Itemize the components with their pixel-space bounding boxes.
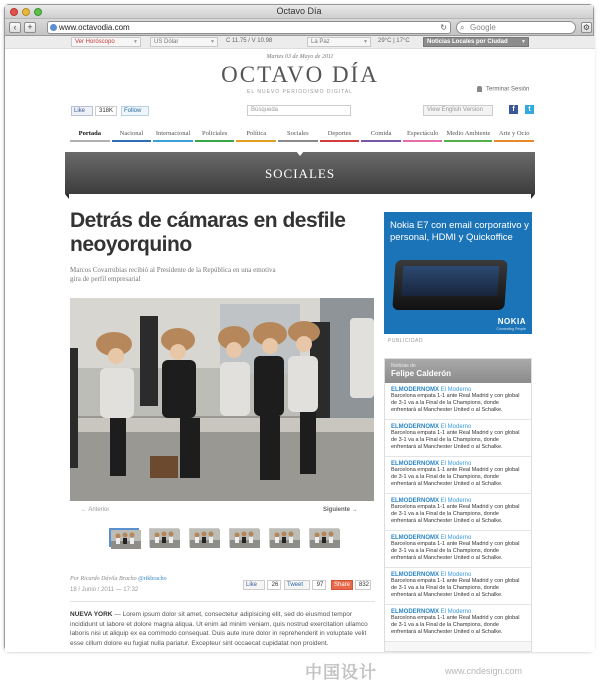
article-lead: NUEVA YORK — [70, 611, 113, 618]
news-source-handle[interactable]: ELMODERNOMX — [391, 609, 439, 615]
watermark-url: www.cndesign.com — [445, 666, 523, 676]
facebook-icon[interactable]: f — [509, 105, 518, 114]
news-publication: El Moderno — [440, 387, 472, 393]
gallery-thumbnails — [109, 528, 339, 548]
banner-fold-left — [65, 194, 69, 199]
gallery-thumbnail[interactable] — [229, 528, 259, 547]
reload-icon[interactable]: ↻ — [440, 23, 447, 32]
title-bar — [5, 5, 593, 19]
banner-fold-right — [531, 194, 535, 199]
ad-brand-tag: Connecting People — [496, 327, 526, 331]
logout-label: Terminar Sesión — [486, 86, 530, 93]
article-body — [70, 610, 370, 648]
news-item[interactable] — [385, 383, 531, 420]
news-box-title: Felipe Calderón — [391, 369, 452, 378]
site-search-input[interactable]: Búsqueda — [247, 105, 351, 116]
news-source-handle[interactable]: ELMODERNOMX — [391, 572, 439, 578]
currency-select[interactable] — [150, 37, 218, 47]
masthead-date: Martes 03 de Mayo de 2011 — [266, 54, 334, 60]
nav-item[interactable]: Sociales — [278, 130, 318, 142]
browser-search-placeholder: Google — [470, 23, 496, 32]
news-item[interactable] — [385, 568, 531, 605]
section-title: SOCIALES — [264, 166, 336, 181]
byline-author: Por Ricardo Dávila Bracho — [70, 576, 137, 582]
news-text: Barcelona empata 1-1 ante Real Madrid y con global de 3-1 va a la Final de la Champions, donde enfrentará al Manchester United o al Schalke. — [391, 615, 520, 635]
share-tweet-button[interactable] — [284, 580, 310, 590]
news-item[interactable] — [385, 457, 531, 494]
city-select[interactable] — [307, 37, 371, 47]
divider — [70, 601, 375, 602]
window-title: Octavo Día — [276, 6, 322, 16]
add-bookmark-icon[interactable]: + — [24, 22, 36, 33]
chevron-down-icon: ▼ — [210, 39, 215, 45]
news-text: Barcelona empata 1-1 ante Real Madrid y con global de 3-1 va a la Final de la Champions, donde enfrentará al Manchester United o al Schalke. — [391, 430, 520, 450]
facebook-like-count: 318K — [95, 106, 117, 116]
gallery-main-photo[interactable] — [70, 298, 374, 501]
article-headline: Detrás de cámaras en desfile neoyorquino — [70, 209, 346, 256]
local-news-select-label: Noticias Locales por Ciudad — [427, 39, 508, 45]
related-news-box — [384, 358, 532, 652]
gallery-thumbnail[interactable] — [309, 528, 339, 547]
news-publication: El Moderno — [440, 572, 472, 578]
browser-search-field[interactable] — [456, 21, 576, 34]
weather-readout: 29°C | 17°C — [378, 38, 410, 44]
news-text: Barcelona empata 1-1 ante Real Madrid y con global de 3-1 va a la Final de la Champions, donde enfrentará al Manchester United o al Schalke. — [391, 541, 520, 561]
share-like-button[interactable] — [243, 580, 265, 590]
section-nav — [69, 130, 535, 142]
banner-notch — [296, 151, 304, 156]
exchange-rates: C 11.75 / V 10.98 — [226, 38, 273, 44]
news-box-header — [385, 359, 531, 383]
news-publication: El Moderno — [440, 461, 472, 467]
address-text: www.octavodia.com — [59, 23, 130, 32]
chevron-down-icon: ▼ — [521, 39, 526, 45]
browser-window — [4, 4, 594, 682]
nav-item[interactable]: Política — [236, 130, 276, 142]
nav-item[interactable]: Portada — [70, 130, 110, 142]
article-body-text: — Lorem ipsum dolor sit amet, consectetur adipisicing elit, sed do eiusmod tempor incididunt ut labore et dolore magna aliqua. Ut enim ad minim veniam, quis nostrud exercitation ullamco laboris nisi ut aliquip ex ea commodo consequat. Duis aute irure dolor in reprehenderit in voluptate velit esse cillum dolore eu fugiat nulla pariatur. Excepteur sint occaecat cupidatat non proident. — [70, 611, 368, 647]
search-icon: ⌕ — [460, 23, 465, 32]
news-source-handle[interactable]: ELMODERNOMX — [391, 424, 439, 430]
arrow-right-icon: → — [351, 507, 358, 513]
address-bar[interactable] — [47, 21, 451, 34]
nav-item[interactable]: Policiales — [195, 130, 235, 142]
logout-link[interactable] — [477, 86, 529, 93]
gallery-next-label: Siguiente — [323, 507, 351, 513]
ad-brand: NOKIA — [497, 317, 526, 326]
photo-illustration — [70, 298, 374, 501]
nav-item[interactable]: Internacional — [153, 130, 193, 142]
news-item[interactable] — [385, 494, 531, 531]
twitter-follow-label: Follow — [124, 108, 142, 114]
nokia-ad[interactable] — [384, 212, 532, 334]
news-item[interactable] — [385, 531, 531, 568]
nav-item[interactable]: Nacional — [112, 130, 152, 142]
news-item[interactable] — [385, 605, 531, 642]
news-source-handle[interactable]: ELMODERNOMX — [391, 498, 439, 504]
horoscope-select[interactable] — [71, 37, 141, 47]
share-like-label: Like — [246, 582, 258, 588]
news-publication: El Moderno — [440, 498, 472, 504]
news-source-handle[interactable]: ELMODERNOMX — [391, 461, 439, 467]
gallery-prev-label: Anterior — [88, 507, 110, 513]
arrow-left-icon: ← — [81, 507, 87, 513]
chevron-down-icon: ▼ — [133, 39, 138, 45]
currency-select-label: US Dólar — [154, 39, 179, 45]
horoscope-select-label: Ver Horóscopo — [75, 39, 115, 45]
browser-toolbar — [5, 19, 593, 36]
news-text: Barcelona empata 1-1 ante Real Madrid y con global de 3-1 va a la Final de la Champions, donde enfrentará al Manchester United o al Schalke. — [391, 467, 520, 487]
share-count: 832 — [355, 580, 371, 590]
phone-image — [392, 260, 507, 310]
news-text: Barcelona empata 1-1 ante Real Madrid y con global de 3-1 va a la Final de la Champions, donde enfrentará al Manchester United o al Schalke. — [391, 504, 520, 524]
byline-twitter-link[interactable]: @rikbracho — [138, 576, 167, 582]
gallery-thumbnail[interactable] — [109, 528, 139, 547]
nav-item[interactable]: Espectáculo — [403, 130, 443, 142]
news-publication: El Moderno — [440, 609, 472, 615]
news-box-kicker: Noticias de — [391, 363, 416, 369]
english-version-button[interactable]: View English Version — [423, 105, 493, 116]
news-item[interactable] — [385, 420, 531, 457]
web-page — [5, 36, 595, 682]
utility-bar — [5, 36, 595, 49]
news-list — [385, 383, 531, 642]
share-button[interactable] — [331, 580, 353, 590]
gallery-prev-button[interactable] — [81, 507, 109, 513]
user-icon — [477, 86, 482, 92]
facebook-like-button[interactable] — [71, 106, 93, 116]
news-publication: El Moderno — [440, 535, 472, 541]
watermark: 中国设计 — [305, 663, 377, 682]
article-byline — [70, 576, 167, 582]
twitter-follow-button[interactable] — [121, 106, 149, 116]
share-like-count: 26 — [267, 580, 281, 590]
share-tweet-count: 97 — [312, 580, 326, 590]
article-date: 18 / Junio / 2011 — 17:32 — [70, 587, 139, 593]
news-source-handle[interactable]: ELMODERNOMX — [391, 535, 439, 541]
gallery-next-button[interactable] — [323, 507, 358, 513]
news-publication: El Moderno — [440, 424, 472, 430]
gallery-thumbnail[interactable] — [149, 528, 179, 547]
nav-item[interactable]: Medio Ambiente — [444, 130, 492, 142]
nav-item[interactable]: Arte y Ocio — [494, 130, 534, 142]
facebook-like-label: Like — [74, 108, 86, 114]
chevron-down-icon: ▼ — [363, 39, 368, 45]
news-source-handle[interactable]: ELMODERNOMX — [391, 387, 439, 393]
share-tweet-label: Tweet — [287, 582, 304, 588]
gallery-thumbnail[interactable] — [189, 528, 219, 547]
city-select-label: La Paz — [311, 39, 330, 45]
share-label: Share — [334, 582, 351, 588]
site-tagline: EL NUEVO PERIODISMO DIGITAL — [247, 89, 353, 95]
news-text: Barcelona empata 1-1 ante Real Madrid y con global de 3-1 va a la Final de la Champions, donde enfrentará al Manchester United o al Schalke. — [391, 393, 520, 413]
news-text: Barcelona empata 1-1 ante Real Madrid y con global de 3-1 va a la Final de la Champions, donde enfrentará al Manchester United o al Schalke. — [391, 578, 520, 598]
ad-label: PUBLICIDAD — [388, 338, 424, 344]
twitter-icon[interactable]: t — [525, 105, 534, 114]
ad-text: Nokia E7 con email corporativo y personal, HDMI y Quickoffice — [390, 220, 529, 243]
nav-item[interactable]: Deportes — [320, 130, 360, 142]
gallery-thumbnail[interactable] — [269, 528, 299, 547]
gear-icon[interactable]: ⚙ — [582, 23, 591, 32]
phone-screen — [401, 266, 499, 296]
globe-icon — [50, 24, 57, 31]
section-banner — [65, 152, 535, 194]
nav-item[interactable]: Comida — [361, 130, 401, 142]
back-icon[interactable]: ‹ — [9, 22, 21, 33]
site-logo[interactable]: OCTAVO DÍA — [221, 62, 379, 87]
local-news-select[interactable] — [423, 37, 529, 47]
article-deck: Marcos Covarrubias recibió al Presidente de la República en una emotiva gira de perfil empresarial — [70, 266, 276, 283]
